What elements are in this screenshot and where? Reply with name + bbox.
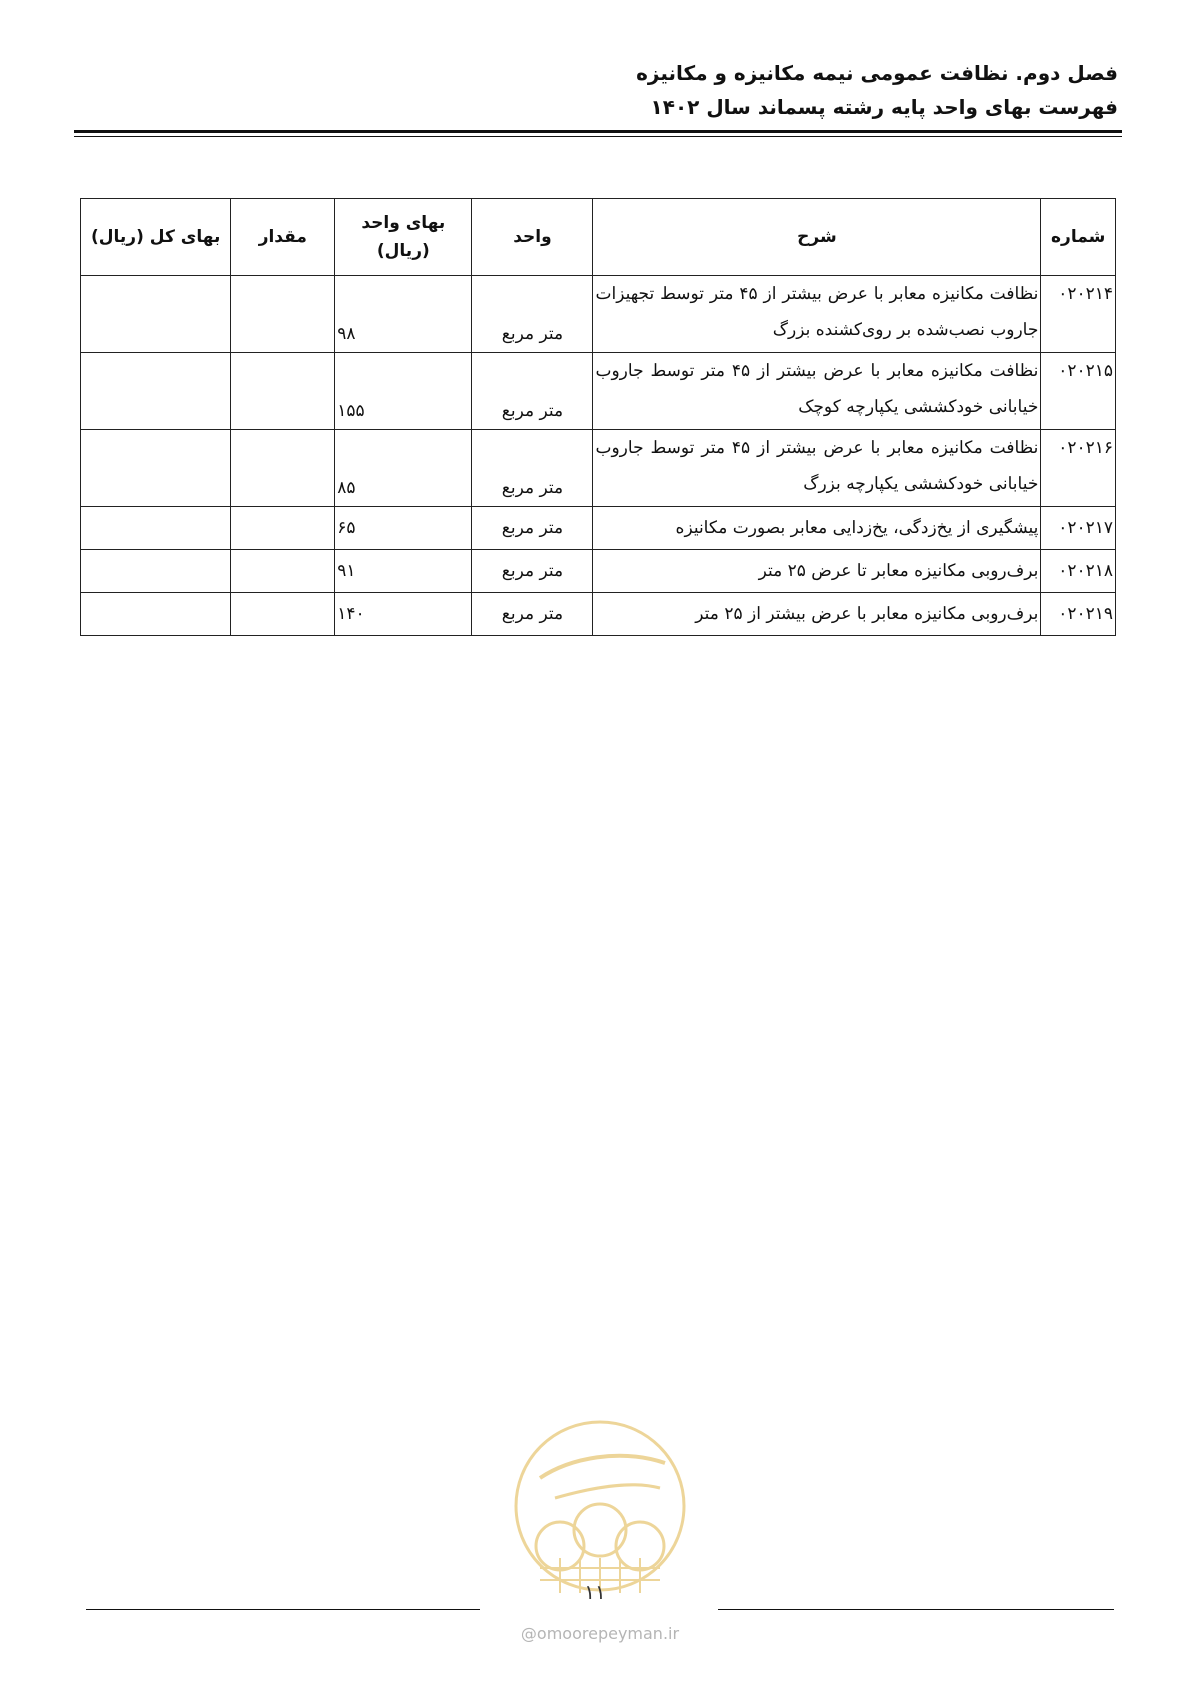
item-number: ۰۲۰۲۱۶: [1041, 430, 1116, 507]
item-total-price: [81, 593, 231, 636]
item-description: نظافت مکانیزه معابر با عرض بیشتر از ۴۵ متر توسط جاروب خیابانی خودکششی یکپارچه بزرگ: [593, 430, 1041, 507]
item-unit: متر مربع: [472, 430, 593, 507]
price-list-table: [80, 198, 1116, 636]
chapter-title: فصل دوم. نظافت عمومی نیمه مکانیزه و مکانیزه: [636, 61, 1118, 85]
header-unit-price: [335, 199, 472, 276]
item-unit-price: ۶۵: [335, 507, 472, 550]
item-unit-price: ۸۵: [335, 430, 472, 507]
header-rule-thin: [74, 136, 1122, 137]
table-row: [81, 276, 1116, 353]
watermark-url: @omoorepeyman.ir: [520, 1624, 680, 1643]
item-description: برف‌روبی مکانیزه معابر تا عرض ۲۵ متر: [593, 550, 1041, 593]
header-total-price: بهای کل (ریال): [81, 199, 231, 276]
item-quantity: [231, 276, 335, 353]
item-number: ۰۲۰۲۱۴: [1041, 276, 1116, 353]
header-unit-price-label: بهای واحد: [361, 213, 446, 233]
item-total-price: [81, 353, 231, 430]
watermark-logo-icon: [500, 1418, 700, 1600]
item-total-price: [81, 430, 231, 507]
page-header: [74, 56, 1120, 124]
header-unit-price-currency: (ریال): [376, 241, 430, 261]
item-number: ۰۲۰۲۱۵: [1041, 353, 1116, 430]
item-number: ۰۲۰۲۱۹: [1041, 593, 1116, 636]
item-quantity: [231, 353, 335, 430]
item-unit-price: ۹۱: [335, 550, 472, 593]
item-quantity: [231, 507, 335, 550]
table-row: [81, 353, 1116, 430]
item-unit: متر مربع: [472, 507, 593, 550]
header-rule-thick: [74, 130, 1122, 133]
document-title: فهرست بهای واحد پایه رشته پسماند سال ۱۴۰۲: [650, 95, 1118, 119]
item-quantity: [231, 593, 335, 636]
item-description: نظافت مکانیزه معابر با عرض بیشتر از ۴۵ متر توسط تجهیزات جاروب نصب‌شده بر روی‌کشنده بزرگ: [593, 276, 1041, 353]
header-description: شرح: [593, 199, 1041, 276]
item-unit: متر مربع: [472, 353, 593, 430]
table-row: [81, 550, 1116, 593]
item-unit-price: ۱۵۵: [335, 353, 472, 430]
page-number: ۱۱: [584, 1580, 606, 1604]
item-description: نظافت مکانیزه معابر با عرض بیشتر از ۴۵ متر توسط جاروب خیابانی خودکششی یکپارچه کوچک: [593, 353, 1041, 430]
item-unit: متر مربع: [472, 593, 593, 636]
footer-rule-left: [86, 1609, 480, 1610]
header-number: شماره: [1041, 199, 1116, 276]
item-unit-price: ۱۴۰: [335, 593, 472, 636]
item-unit-price: ۹۸: [335, 276, 472, 353]
table-row: [81, 507, 1116, 550]
table-row: [81, 430, 1116, 507]
item-description: برف‌روبی مکانیزه معابر با عرض بیشتر از ۲۵ متر: [593, 593, 1041, 636]
item-number: ۰۲۰۲۱۸: [1041, 550, 1116, 593]
item-total-price: [81, 507, 231, 550]
item-quantity: [231, 550, 335, 593]
item-unit: متر مربع: [472, 276, 593, 353]
item-unit: متر مربع: [472, 550, 593, 593]
item-total-price: [81, 276, 231, 353]
table-row: [81, 593, 1116, 636]
item-quantity: [231, 430, 335, 507]
header-unit: واحد: [472, 199, 593, 276]
footer-rule-right: [718, 1609, 1114, 1610]
item-total-price: [81, 550, 231, 593]
item-number: ۰۲۰۲۱۷: [1041, 507, 1116, 550]
header-quantity: مقدار: [231, 199, 335, 276]
item-description: پیشگیری از یخ‌زدگی، یخ‌زدایی معابر بصورت مکانیزه: [593, 507, 1041, 550]
table-header-row: [81, 199, 1116, 276]
